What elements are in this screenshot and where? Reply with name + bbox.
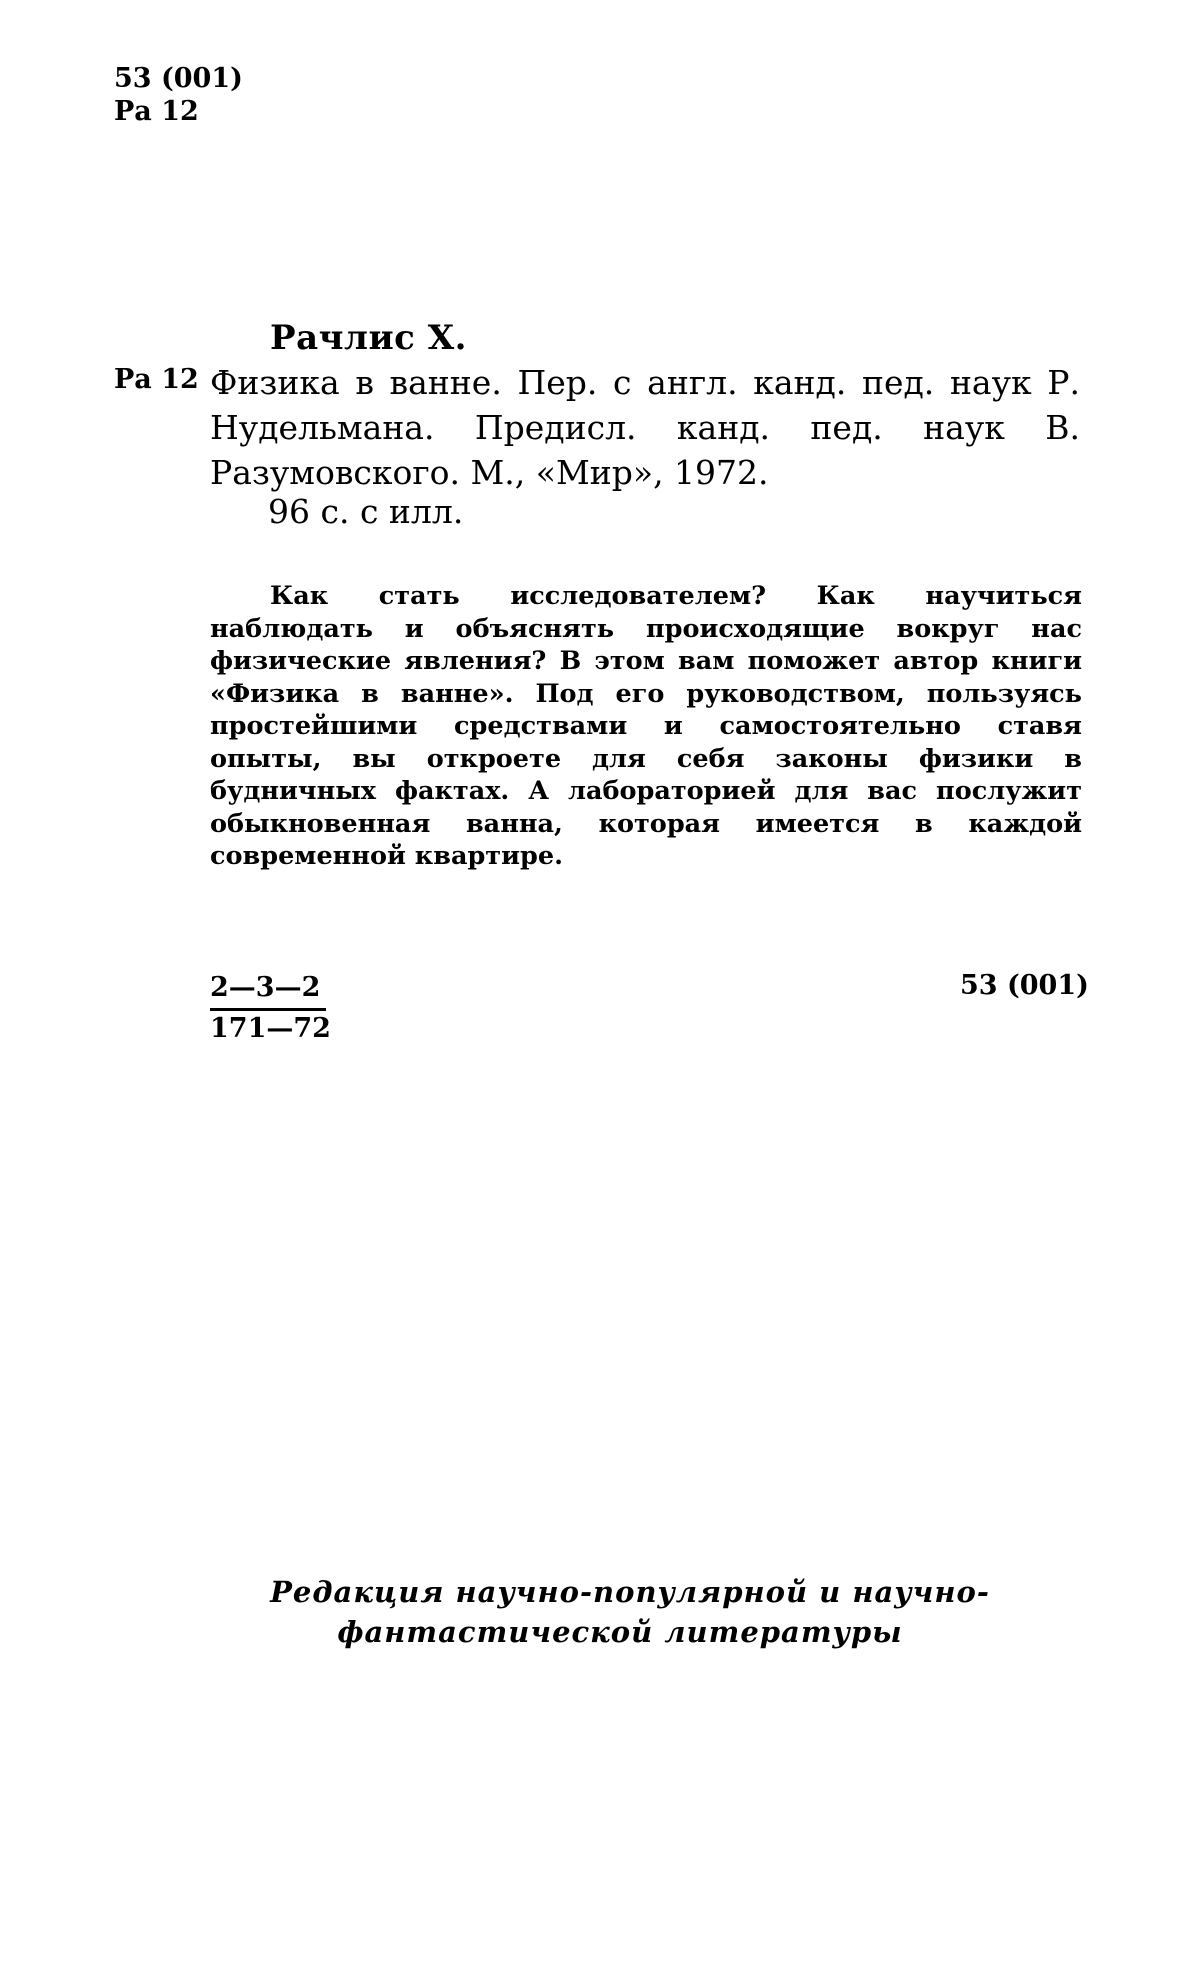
udc-index-top <box>114 62 243 128</box>
editorial-office <box>0 1572 1200 1652</box>
card-cipher: Ра 12 <box>114 364 199 395</box>
author-name: Рачлис Х. <box>270 318 467 358</box>
book-annotation: Как стать исследователем? Как научиться наблюдать и объяснять происходящие вокруг нас физические явления? В этом вам поможет автор книги «Физика в ванне». Под его руководством, пользуясь простейшими средствами и самостоятельно ставя опыты, вы откроете для себя законы физики в будничных фактах. А лабораторией для вас послужит обыкновенная ванна, которая имеется в каждой современной квартире. <box>210 581 1082 871</box>
udc-index-right: 53 (001) <box>960 970 1089 1001</box>
editorial-line-1: Редакция научно-популярной и научно- <box>270 1575 990 1609</box>
bibliographic-description: Физика в ванне. Пер. с англ. канд. пед. наук Р. Нудельмана. Предисл. канд. пед. наук В. Разумовского. М., «Мир», 1972. <box>210 363 1080 492</box>
udc-code: 53 (001) <box>114 63 243 94</box>
fraction-denominator: 171—72 <box>210 1013 331 1044</box>
editorial-line-2: фантастической литературы <box>337 1615 903 1649</box>
page-count: 96 с. с илл. <box>268 492 464 531</box>
imprint-fraction <box>210 970 331 1047</box>
catalog-cipher: Ра 12 <box>114 96 199 127</box>
fraction-numerator: 2—3—2 <box>210 970 326 1011</box>
